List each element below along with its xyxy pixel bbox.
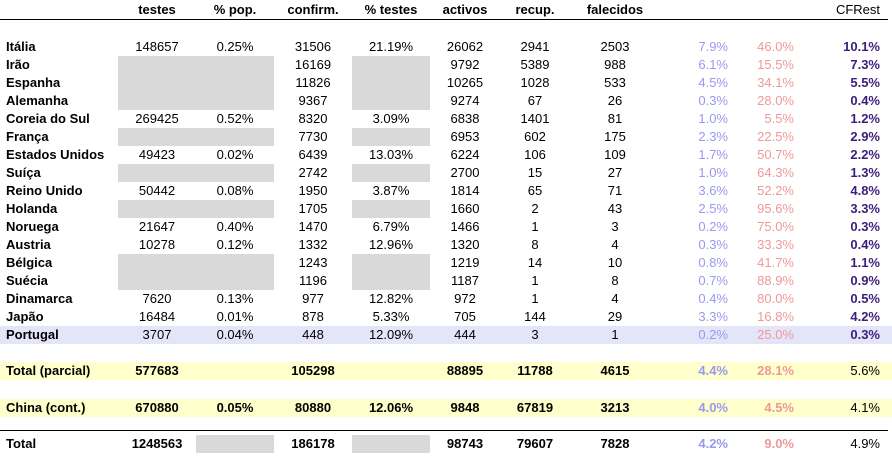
cell-cfrest: 5.5%: [850, 75, 880, 90]
cell-country: Espanha: [6, 75, 61, 90]
cell-cfrest: 4.9%: [850, 436, 880, 451]
cell-testes: [118, 254, 196, 272]
cell-ratio-blue: 0.3%: [698, 237, 728, 252]
cell-activos: 1814: [450, 183, 480, 198]
cell-cfrest: 0.5%: [850, 291, 880, 306]
table-row: [0, 326, 892, 344]
cell-pct-testes: [352, 254, 430, 272]
cell-pct-pop: 0.01%: [216, 309, 254, 324]
cell-pct-testes: [352, 272, 430, 290]
cell-country: Itália: [6, 39, 36, 54]
row-label: Total (parcial): [6, 363, 91, 378]
cell-ratio-blue: 1.7%: [698, 147, 728, 162]
cell-recup: 14: [527, 255, 543, 270]
header-testes: testes: [138, 2, 176, 17]
cell-ratio-blue: 4.2%: [698, 436, 728, 451]
cell-country: Noruega: [6, 219, 59, 234]
cell-pct-pop: 0.25%: [216, 39, 254, 54]
cell-recup: 15: [527, 165, 543, 180]
cell-pct-testes: 5.33%: [372, 309, 410, 324]
china-row: [0, 399, 892, 417]
cell-pct-pop: [196, 92, 274, 110]
cell-country: Suécia: [6, 273, 48, 288]
cell-pct-pop: [196, 56, 274, 74]
cell-pct-testes: 13.03%: [368, 147, 414, 162]
cell-country: Irão: [6, 57, 30, 72]
table-row: [0, 110, 892, 128]
cell-ratio-pink: 5.5%: [764, 111, 794, 126]
cell-recup: 2941: [520, 39, 550, 54]
cell-ratio-blue: 4.0%: [698, 400, 728, 415]
cell-falecidos: 533: [604, 75, 626, 90]
cell-ratio-pink: 33.3%: [757, 237, 794, 252]
cell-activos: 972: [454, 291, 476, 306]
table-row: [0, 56, 892, 74]
cell-testes: 1248563: [131, 436, 183, 451]
table-row: [0, 308, 892, 326]
cell-testes: 16484: [138, 309, 176, 324]
cell-pct-testes: 3.87%: [372, 183, 410, 198]
cell-ratio-pink: 15.5%: [757, 57, 794, 72]
cell-ratio-blue: 3.3%: [698, 309, 728, 324]
cell-testes: [118, 92, 196, 110]
cell-falecidos: 71: [607, 183, 623, 198]
total-divider: [0, 430, 888, 431]
cell-pct-testes: [352, 200, 430, 218]
cell-pct-testes: [352, 74, 430, 92]
cell-falecidos: 7828: [600, 436, 630, 451]
cell-country: Dinamarca: [6, 291, 73, 306]
cell-ratio-pink: 88.9%: [757, 273, 794, 288]
table-row: [0, 290, 892, 308]
cell-country: Portugal: [6, 327, 59, 342]
cell-recup: 106: [524, 147, 546, 162]
cell-country: Austria: [6, 237, 51, 252]
cell-pct-testes: [352, 92, 430, 110]
cell-ratio-pink: 28.0%: [757, 93, 794, 108]
table-row: [0, 128, 892, 146]
cell-recup: 144: [524, 309, 546, 324]
cell-falecidos: 4615: [600, 363, 630, 378]
cell-pct-pop: [196, 200, 274, 218]
header-row: [0, 1, 892, 19]
cell-pct-testes: [352, 128, 430, 146]
cell-confirm: 2742: [298, 165, 328, 180]
cell-pct-testes: [352, 362, 430, 380]
cell-cfrest: 1.1%: [850, 255, 880, 270]
cell-pct-pop: [196, 74, 274, 92]
cell-pct-pop: [196, 435, 274, 453]
total-row: [0, 435, 892, 453]
cell-ratio-pink: 16.8%: [757, 309, 794, 324]
table-row: [0, 92, 892, 110]
cell-pct-testes: [352, 435, 430, 453]
cell-ratio-blue: 1.0%: [698, 111, 728, 126]
cell-cfrest: 0.4%: [850, 237, 880, 252]
cell-pct-testes: 12.82%: [368, 291, 414, 306]
cell-activos: 9792: [450, 57, 480, 72]
cell-cfrest: 10.1%: [843, 39, 880, 54]
cell-ratio-blue: 7.9%: [698, 39, 728, 54]
cell-ratio-blue: 4.4%: [698, 363, 728, 378]
cell-country: Alemanha: [6, 93, 69, 108]
cell-pct-testes: [352, 164, 430, 182]
header-cfrest: CFRest: [835, 2, 880, 17]
cell-recup: 11788: [517, 363, 553, 378]
cell-recup: 67819: [516, 400, 554, 415]
table-row: [0, 182, 892, 200]
cell-ratio-blue: 2.5%: [698, 201, 728, 216]
cell-falecidos: 43: [607, 201, 623, 216]
cell-ratio-blue: 0.7%: [698, 273, 728, 288]
cell-cfrest: 4.1%: [850, 400, 880, 415]
cell-pct-pop: 0.04%: [216, 327, 254, 342]
table-row: [0, 38, 892, 56]
cell-pct-testes: 12.06%: [368, 400, 414, 415]
cell-country: França: [6, 129, 49, 144]
cell-pct-testes: [352, 56, 430, 74]
table-row: [0, 272, 892, 290]
cell-falecidos: 3: [611, 219, 619, 234]
cell-activos: 1187: [451, 273, 479, 288]
cell-recup: 79607: [516, 436, 554, 451]
cell-activos: 10265: [446, 75, 484, 90]
cell-ratio-pink: 34.1%: [757, 75, 794, 90]
cell-cfrest: 1.3%: [850, 165, 880, 180]
cell-ratio-blue: 6.1%: [698, 57, 728, 72]
cell-confirm: 1332: [298, 237, 328, 252]
cell-pct-testes: 21.19%: [368, 39, 414, 54]
cell-recup: 1: [531, 273, 539, 288]
cell-testes: [118, 272, 196, 290]
cell-cfrest: 2.9%: [850, 129, 880, 144]
header-recup: recup.: [515, 2, 555, 17]
cell-ratio-blue: 3.6%: [698, 183, 728, 198]
header-confirm: confirm.: [287, 2, 339, 17]
cell-pct-pop: 0.13%: [216, 291, 254, 306]
cell-testes: 577683: [135, 363, 179, 378]
cell-pct-testes: 12.09%: [368, 327, 414, 342]
cell-country: Bélgica: [6, 255, 53, 270]
cell-testes: 50442: [138, 183, 176, 198]
cell-falecidos: 10: [607, 255, 623, 270]
row-label: Total: [6, 436, 37, 451]
cell-ratio-blue: 1.0%: [698, 165, 728, 180]
cell-falecidos: 8: [611, 273, 619, 288]
cell-activos: 88895: [446, 363, 484, 378]
cell-confirm: 977: [302, 291, 324, 306]
cell-ratio-pink: 50.7%: [757, 147, 794, 162]
cell-cfrest: 0.3%: [850, 327, 880, 342]
table-row: [0, 74, 892, 92]
cell-testes: [118, 56, 196, 74]
cell-confirm: 9367: [298, 93, 328, 108]
cell-activos: 1466: [450, 219, 480, 234]
cell-confirm: 1705: [298, 201, 328, 216]
cell-pct-pop: [196, 254, 274, 272]
cell-testes: 49423: [138, 147, 176, 162]
cell-country: Estados Unidos: [6, 147, 105, 162]
table-row: [0, 200, 892, 218]
cell-recup: 5389: [520, 57, 550, 72]
header-pct-pop: % pop.: [213, 2, 257, 17]
cell-pct-pop: 0.08%: [216, 183, 254, 198]
total-parcial-row: [0, 362, 892, 380]
cell-falecidos: 4: [611, 291, 619, 306]
cell-falecidos: 1: [611, 327, 619, 342]
cell-cfrest: 4.2%: [850, 309, 880, 324]
cell-cfrest: 0.4%: [850, 93, 880, 108]
cell-ratio-pink: 75.0%: [757, 219, 794, 234]
cell-ratio-blue: 0.8%: [698, 255, 728, 270]
cell-activos: 98743: [446, 436, 484, 451]
cell-activos: 1660: [450, 201, 480, 216]
cell-testes: 148657: [135, 39, 179, 54]
cell-pct-testes: 3.09%: [372, 111, 410, 126]
table-row: [0, 236, 892, 254]
table-row: [0, 254, 892, 272]
cell-ratio-pink: 64.3%: [757, 165, 794, 180]
cell-testes: 269425: [135, 111, 179, 126]
cell-activos: 2700: [450, 165, 480, 180]
cell-falecidos: 109: [604, 147, 626, 162]
cell-confirm: 11826: [295, 75, 331, 90]
cell-confirm: 31506: [294, 39, 332, 54]
cell-ratio-pink: 22.5%: [757, 129, 794, 144]
cell-ratio-pink: 28.1%: [757, 363, 794, 378]
cell-country: Suíça: [6, 165, 41, 180]
cell-testes: [118, 128, 196, 146]
cell-ratio-pink: 4.5%: [764, 400, 794, 415]
cell-cfrest: 2.2%: [850, 147, 880, 162]
cell-ratio-pink: 9.0%: [764, 436, 794, 451]
header-falecidos: falecidos: [586, 2, 644, 17]
cell-cfrest: 0.9%: [850, 273, 880, 288]
cell-confirm: 1950: [298, 183, 328, 198]
cell-ratio-pink: 52.2%: [757, 183, 794, 198]
cell-confirm: 448: [302, 327, 324, 342]
cell-cfrest: 1.2%: [850, 111, 880, 126]
header-activos: activos: [442, 2, 488, 17]
cell-testes: [118, 200, 196, 218]
cell-recup: 1: [531, 219, 539, 234]
cell-activos: 6838: [450, 111, 480, 126]
cell-pct-pop: [196, 362, 274, 380]
cell-falecidos: 988: [604, 57, 626, 72]
cell-activos: 444: [454, 327, 476, 342]
cell-falecidos: 175: [604, 129, 626, 144]
cell-pct-pop: 0.02%: [216, 147, 254, 162]
cell-activos: 1219: [450, 255, 480, 270]
cell-pct-pop: [196, 128, 274, 146]
cell-cfrest: 0.3%: [850, 219, 880, 234]
cell-confirm: 6439: [298, 147, 328, 162]
cell-ratio-pink: 80.0%: [757, 291, 794, 306]
header-divider: [0, 19, 888, 20]
cell-cfrest: 3.3%: [850, 201, 880, 216]
cell-activos: 9274: [450, 93, 480, 108]
cell-ratio-pink: 41.7%: [757, 255, 794, 270]
cell-pct-pop: 0.40%: [216, 219, 254, 234]
cell-testes: 10278: [138, 237, 176, 252]
cell-confirm: 186178: [291, 436, 335, 451]
cell-cfrest: 4.8%: [850, 183, 880, 198]
cell-testes: 21647: [138, 219, 176, 234]
cell-pct-pop: 0.12%: [216, 237, 254, 252]
cell-testes: 3707: [142, 327, 172, 342]
cell-activos: 6953: [450, 129, 480, 144]
cell-activos: 705: [454, 309, 476, 324]
cell-ratio-blue: 0.3%: [698, 93, 728, 108]
cell-ratio-blue: 2.3%: [698, 129, 728, 144]
row-label: China (cont.): [6, 400, 86, 415]
cell-falecidos: 26: [607, 93, 623, 108]
cell-pct-testes: 12.96%: [368, 237, 414, 252]
cell-pct-pop: 0.05%: [216, 400, 254, 415]
cell-cfrest: 7.3%: [850, 57, 880, 72]
cell-confirm: 105298: [291, 363, 335, 378]
cell-pct-pop: [196, 164, 274, 182]
cell-falecidos: 3213: [600, 400, 630, 415]
table-row: [0, 146, 892, 164]
cell-recup: 8: [531, 237, 539, 252]
cell-cfrest: 5.6%: [850, 363, 880, 378]
cell-country: Holanda: [6, 201, 58, 216]
cell-confirm: 1470: [298, 219, 328, 234]
cell-falecidos: 4: [611, 237, 619, 252]
cell-country: Coreia do Sul: [6, 111, 90, 126]
cell-pct-pop: [196, 272, 274, 290]
header-pct-testes: % testes: [364, 2, 418, 17]
cell-recup: 65: [527, 183, 543, 198]
cell-testes: [118, 74, 196, 92]
cell-confirm: 80880: [294, 400, 332, 415]
cell-recup: 67: [527, 93, 543, 108]
cell-country: Reino Unido: [6, 183, 83, 198]
cell-testes: 7620: [142, 291, 172, 306]
cell-confirm: 1196: [299, 273, 327, 288]
cell-recup: 1401: [520, 111, 550, 126]
cell-activos: 6224: [450, 147, 480, 162]
cell-recup: 602: [524, 129, 546, 144]
cell-testes: 670880: [135, 400, 179, 415]
cell-ratio-blue: 0.2%: [698, 219, 728, 234]
cell-ratio-blue: 4.5%: [698, 75, 728, 90]
cell-ratio-pink: 25.0%: [757, 327, 794, 342]
cell-activos: 1320: [450, 237, 480, 252]
cell-recup: 3: [531, 327, 539, 342]
cell-activos: 26062: [446, 39, 484, 54]
cell-recup: 1028: [520, 75, 550, 90]
cell-pct-testes: 6.79%: [372, 219, 410, 234]
cell-ratio-blue: 0.4%: [698, 291, 728, 306]
cell-ratio-pink: 95.6%: [757, 201, 794, 216]
cell-recup: 2: [531, 201, 539, 216]
table-row: [0, 164, 892, 182]
cell-confirm: 16169: [294, 57, 332, 72]
cell-confirm: 7730: [298, 129, 328, 144]
cell-confirm: 8320: [298, 111, 328, 126]
cell-country: Japão: [6, 309, 44, 324]
cell-pct-pop: 0.52%: [216, 111, 254, 126]
cell-falecidos: 29: [607, 309, 623, 324]
cell-activos: 9848: [450, 400, 480, 415]
cell-falecidos: 81: [607, 111, 623, 126]
cell-confirm: 1243: [298, 255, 328, 270]
cell-falecidos: 2503: [600, 39, 630, 54]
cell-ratio-pink: 46.0%: [757, 39, 794, 54]
cell-ratio-blue: 0.2%: [698, 327, 728, 342]
cell-testes: [118, 164, 196, 182]
cell-confirm: 878: [302, 309, 324, 324]
table-row: [0, 218, 892, 236]
cell-falecidos: 27: [607, 165, 623, 180]
cell-recup: 1: [531, 291, 539, 306]
